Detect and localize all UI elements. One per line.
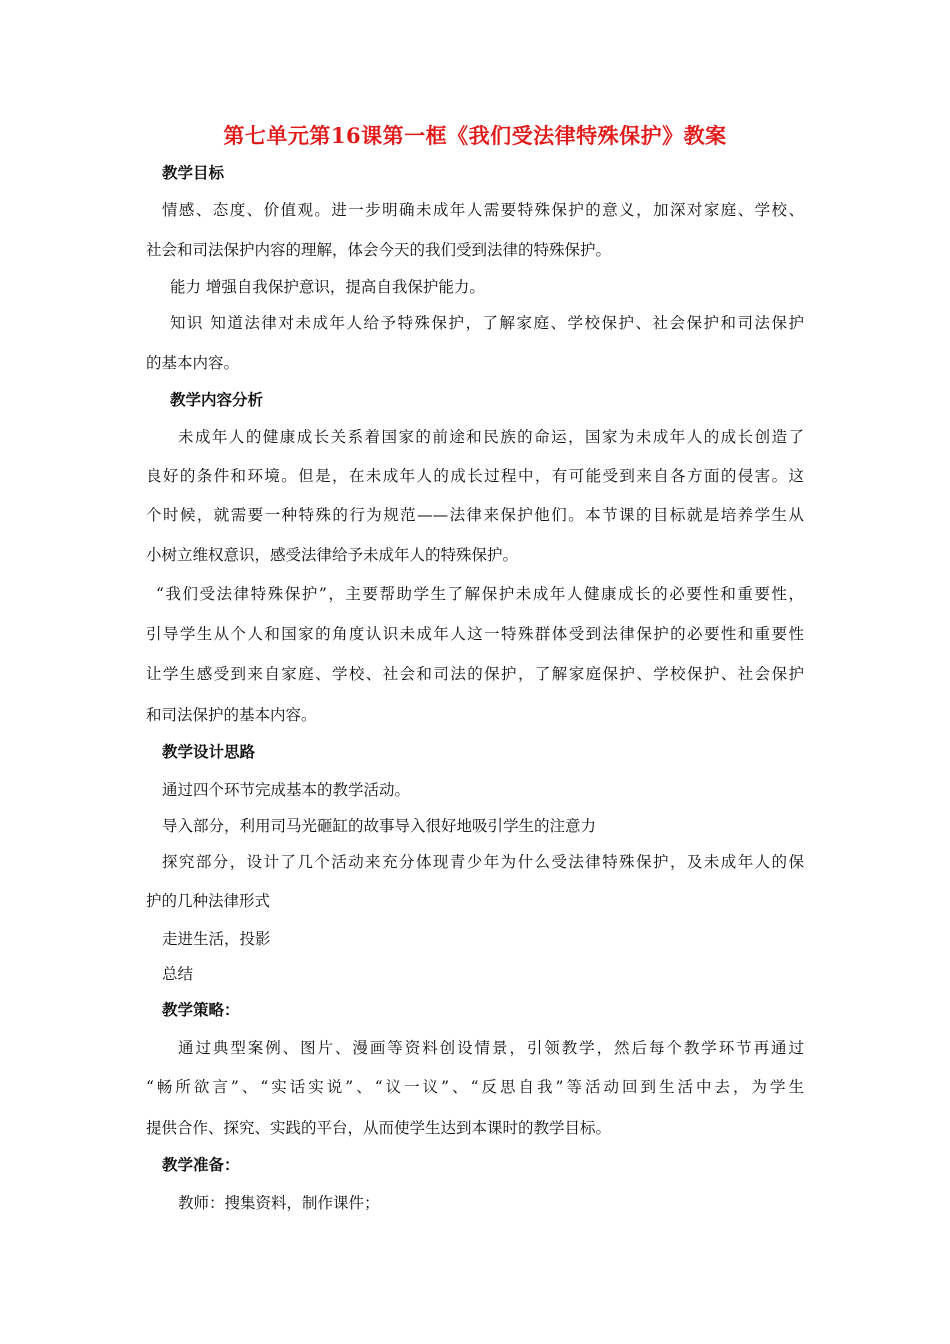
preparation-teacher: 教师：搜集资料，制作课件； bbox=[178, 1194, 380, 1212]
design-line-2: 导入部分，利用司马光砸缸的故事导入很好地吸引学生的注意力 bbox=[162, 817, 597, 835]
design-line-1: 通过四个环节完成基本的教学活动。 bbox=[162, 781, 411, 799]
heading-content-analysis: 教学内容分析 bbox=[170, 390, 264, 409]
heading-design-ideas: 教学设计思路 bbox=[162, 742, 256, 761]
document-title: 第七单元第16课第一框《我们受法律特殊保护》教案 bbox=[223, 123, 727, 148]
analysis-p1-line-4: 小树立维权意识，感受法律给予未成年人的特殊保护。 bbox=[146, 546, 519, 564]
analysis-p2-line-2: 引导学生从个人和国家的角度认识未成年人这一特殊群体受到法律保护的必要性和重要性 bbox=[146, 625, 804, 643]
heading-teaching-goals: 教学目标 bbox=[162, 163, 225, 182]
design-line-5: 走进生活，投影 bbox=[162, 930, 271, 948]
analysis-p1-line-1: 未成年人的健康成长关系着国家的前途和民族的命运，国家为未成年人的成长创造了 bbox=[178, 428, 804, 446]
heading-teaching-preparation: 教学准备： bbox=[162, 1155, 240, 1174]
design-line-3: 探究部分，设计了几个活动来充分体现青少年为什么受法律特殊保护，及未成年人的保 bbox=[162, 853, 804, 871]
analysis-p2-line-1: “我们受法律特殊保护”，主要帮助学生了解保护未成年人健康成长的必要性和重要性， bbox=[156, 585, 804, 603]
goal-emotion-line-2: 社会和司法保护内容的理解，体会今天的我们受到法律的特殊保护。 bbox=[146, 241, 612, 259]
strategy-line-1: 通过典型案例、图片、漫画等资料创设情景，引领教学，然后每个教学环节再通过 bbox=[178, 1039, 804, 1057]
analysis-p1-line-2: 良好的条件和环境。但是，在未成年人的成长过程中，有可能受到来自各方面的侵害。这 bbox=[146, 467, 804, 485]
goal-knowledge-line-2: 的基本内容。 bbox=[146, 354, 240, 372]
heading-teaching-strategy: 教学策略： bbox=[162, 1000, 240, 1019]
goal-knowledge-line-1: 知识 知道法律对未成年人给予特殊保护，了解家庭、学校保护、社会保护和司法保护 bbox=[170, 314, 804, 332]
analysis-p2-line-4: 和司法保护的基本内容。 bbox=[146, 706, 317, 724]
design-line-4: 护的几种法律形式 bbox=[146, 892, 271, 910]
goal-emotion-line-1: 情感、态度、价值观。进一步明确未成年人需要特殊保护的意义，加深对家庭、学校、 bbox=[162, 201, 804, 219]
analysis-p1-line-3: 个时候，就需要一种特殊的行为规范——法律来保护他们。本节课的目标就是培养学生从 bbox=[146, 506, 804, 524]
strategy-line-2: “畅所欲言”、“实话实说”、“议一议”、“反思自我”等活动回到生活中去，为学生 bbox=[146, 1078, 804, 1096]
strategy-line-3: 提供合作、探究、实践的平台，从而使学生达到本课时的教学目标。 bbox=[146, 1119, 612, 1137]
goal-ability: 能力 增强自我保护意识，提高自我保护能力。 bbox=[170, 278, 485, 296]
design-line-6: 总结 bbox=[162, 965, 194, 983]
analysis-p2-line-3: 让学生感受到来自家庭、学校、社会和司法的保护，了解家庭保护、学校保护、社会保护 bbox=[146, 665, 804, 683]
